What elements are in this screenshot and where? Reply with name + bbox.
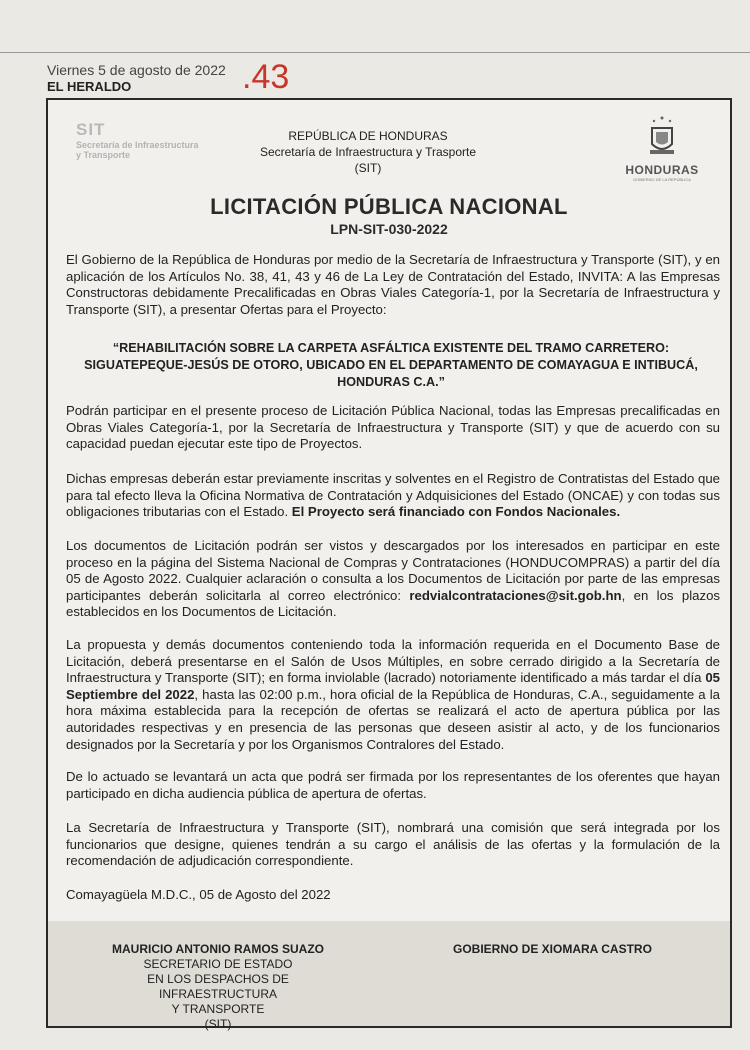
notice-title: LICITACIÓN PÚBLICA NACIONAL bbox=[210, 194, 568, 219]
government-name: GOBIERNO DE XIOMARA CASTRO bbox=[453, 942, 652, 956]
paragraph-registration-text: Dichas empresas deberán estar previamente inscritas y solventes en el Registro de Contratistas del Estado que para tal efecto lleva la Oficina Normativa de Contratación y Adquisiciones del Estado (ONCAE) y con todas sus obligaciones tributarias con el Estado. bbox=[66, 471, 720, 520]
ministry-logo-mark: SIT bbox=[76, 120, 106, 139]
paragraph-documents bbox=[66, 538, 720, 621]
contact-email: redvialcontrataciones@sit.gob.hn bbox=[409, 587, 622, 603]
place-and-date: Comayagüela M.D.C., 05 de Agosto del 2022 bbox=[66, 887, 331, 902]
paragraph-submission bbox=[66, 637, 720, 753]
issuer-line3: (SIT) bbox=[354, 161, 382, 175]
page-number: .43 bbox=[242, 58, 290, 96]
paragraph-minutes: De lo actuado se levantará un acta que podrá ser firmada por los representantes de los oferentes que hayan participado en dicha audiencia pública de apertura de ofertas. bbox=[66, 769, 720, 801]
notice-reference: LPN-SIT-030-2022 bbox=[330, 221, 448, 237]
honduras-logo-text: HONDURAS bbox=[625, 163, 699, 177]
signatory-title-line4: (SIT) bbox=[204, 1017, 232, 1031]
project-name: “REHABILITACIÓN SOBRE LA CARPETA ASFÁLTICA EXISTENTE DEL TRAMO CARRETERO: SIGUATEPEQUE-JESÚS DE OTORO, UBICADO EN EL DEPARTAMENTO DE COMAYAGUA E INTIBUCÁ, HONDURAS C.A.” bbox=[84, 341, 698, 389]
ministry-logo-name-line1: Secretaría de Infraestructura bbox=[76, 140, 199, 150]
signatory-title-line1: SECRETARIO DE ESTADO bbox=[143, 957, 293, 971]
tender-notice bbox=[46, 98, 732, 1031]
issuer-line1: REPÚBLICA DE HONDURAS bbox=[288, 129, 448, 143]
deadline-date: 05 Septiembre del 2022 bbox=[66, 670, 720, 702]
newspaper-name: EL HERALDO bbox=[47, 79, 132, 94]
paragraph-eligibility: Podrán participar en el presente proceso de Licitación Pública Nacional, todas las Empresas precalificadas en Obras Viales Categoría-1, por la Secretaría de Infraestructura y Transporte (SIT) y que de acuerdo con su capacidad puedan ejecutar este tipo de Proyectos. bbox=[66, 403, 720, 452]
ministry-logo bbox=[76, 120, 246, 160]
honduras-logo-subtext: GOBIERNO DE LA REPÚBLICA bbox=[633, 177, 691, 182]
paragraph-submission-end: , hasta las 02:00 p.m., hora oficial de la República de Honduras, C.A., seguidamente a la hora máxima establecida para la recepción de ofertas se realizará el acto de apertura pública por las autoridades respectivas y en presencia de las personas que deseen asistir al acto, y de los funcionarios designados por la Secretaría y por los Organismos Contralores del Estado. bbox=[66, 686, 720, 752]
page-top-rule bbox=[0, 52, 750, 53]
paragraph-documents-end: , en los plazos establecidos en los Documentos de Licitación. bbox=[66, 587, 720, 620]
paragraph-invitation: El Gobierno de la República de Honduras por medio de la Secretaría de Infraestructura y Transporte (SIT), y en aplicación de los Artículos No. 38, 41, 43 y 46 de La Ley de Contratación del Estado, INVITA: A las Empresas Constructoras debidamente Precalificadas en Obras Viales Categoría-1, por la Secretaría de Infraestructura y Transporte (SIT), a presentar Ofertas para el Proyecto: bbox=[66, 252, 720, 317]
issuer-header bbox=[258, 128, 478, 176]
paragraph-commission: La Secretaría de Infraestructura y Transporte (SIT), nombrará una comisión que será integrada por los funcionarios que designe, quienes tendrán a su cargo el análisis de las ofertas y la formulación de la recomendación de adjudicación correspondiente. bbox=[66, 820, 720, 869]
ministry-logo-name-line2: y Transporte bbox=[76, 150, 131, 160]
newspaper-dateline: Viernes 5 de agosto de 2022 bbox=[47, 62, 226, 78]
coat-of-arms-icon bbox=[644, 114, 680, 158]
paragraph-registration bbox=[66, 471, 720, 521]
signatory-title-line3: Y TRANSPORTE bbox=[171, 1002, 265, 1016]
signatory-name: MAURICIO ANTONIO RAMOS SUAZO bbox=[112, 942, 324, 956]
paragraph-documents-text: Los documentos de Licitación podrán ser vistos y descargados por los interesados en participar en este proceso en la página del Sistema Nacional de Compras y Contrataciones (HONDUCOMPRAS) a partir del día 05 de Agosto 2022. Cualquier aclaración o consulta a los Documentos de Licitación por parte de las empresas participantes deberán solicitarla al correo electrónico: bbox=[66, 538, 720, 603]
signatory-title-line2: EN LOS DESPACHOS DE INFRAESTRUCTURA bbox=[147, 972, 289, 1001]
honduras-logo bbox=[612, 114, 712, 182]
paragraph-submission-text: La propuesta y demás documentos conteniendo toda la información requerida en el Documento Base de Licitación, deberá presentarse en el Salón de Usos Múltiples, en sobre cerrado dirigido a la Secretaría de Infraestructura y Transporte (SIT); en forma inviolable (lacrado) notoriamente identificado a más tardar el día bbox=[66, 637, 720, 686]
signature-block bbox=[108, 942, 328, 1032]
financing-statement: El Proyecto será financiado con Fondos Nacionales. bbox=[291, 504, 621, 520]
issuer-line2: Secretaría de Infraestructura y Trasporte bbox=[259, 145, 477, 159]
